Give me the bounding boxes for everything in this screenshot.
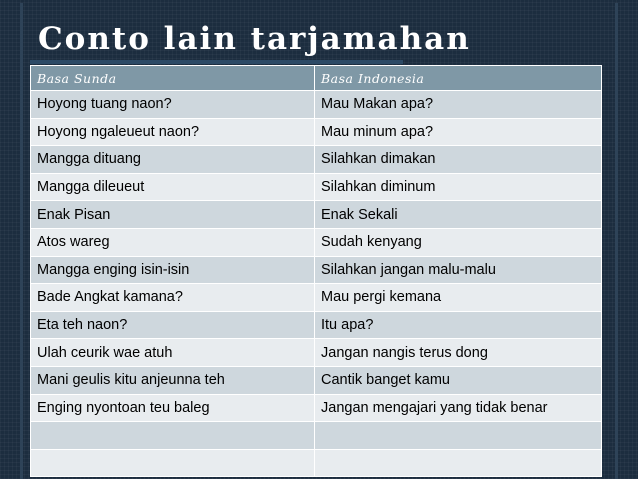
cell-basa-sunda: Hoyong ngaleueut naon? [31, 118, 315, 146]
cell-basa-sunda: Mangga enging isin-isin [31, 256, 315, 284]
table-row [31, 201, 602, 229]
table-row [31, 91, 602, 119]
table-row [31, 422, 602, 450]
table-row [31, 173, 602, 201]
cell-basa-indonesia: Cantik banget kamu [315, 366, 602, 394]
cell-basa-indonesia: Sudah kenyang [315, 228, 602, 256]
cell-basa-indonesia: Mau pergi kemana [315, 284, 602, 312]
cell-basa-indonesia [315, 449, 602, 477]
cell-basa-sunda: Mangga dituang [31, 146, 315, 174]
table-row [31, 311, 602, 339]
table-row [31, 339, 602, 367]
table-row [31, 366, 602, 394]
table-row [31, 449, 602, 477]
table-row [31, 284, 602, 312]
cell-basa-sunda: Enak Pisan [31, 201, 315, 229]
table-row [31, 394, 602, 422]
table-row [31, 228, 602, 256]
table-row [31, 118, 602, 146]
cell-basa-indonesia: Enak Sekali [315, 201, 602, 229]
slide-title: Conto lain tarjamahan [38, 21, 471, 57]
cell-basa-indonesia: Jangan nangis terus dong [315, 339, 602, 367]
cell-basa-sunda: Enging nyontoan teu baleg [31, 394, 315, 422]
cell-basa-indonesia: Jangan mengajari yang tidak benar [315, 394, 602, 422]
cell-basa-indonesia: Mau Makan apa? [315, 91, 602, 119]
header-basa-sunda: Basa Sunda [31, 66, 315, 91]
table-header-row [31, 66, 602, 91]
cell-basa-sunda: Mani geulis kitu anjeunna teh [31, 366, 315, 394]
cell-basa-sunda: Atos wareg [31, 228, 315, 256]
title-underline [30, 60, 403, 64]
cell-basa-sunda: Eta teh naon? [31, 311, 315, 339]
cell-basa-indonesia: Silahkan diminum [315, 173, 602, 201]
cell-basa-sunda [31, 449, 315, 477]
cell-basa-indonesia: Silahkan jangan malu-malu [315, 256, 602, 284]
translation-table [30, 65, 602, 477]
cell-basa-indonesia: Mau minum apa? [315, 118, 602, 146]
table-row [31, 256, 602, 284]
cell-basa-sunda: Mangga dileueut [31, 173, 315, 201]
cell-basa-sunda [31, 422, 315, 450]
table-body [31, 91, 602, 477]
table-row [31, 146, 602, 174]
cell-basa-sunda: Hoyong tuang naon? [31, 91, 315, 119]
header-basa-indonesia: Basa Indonesia [315, 66, 602, 91]
cell-basa-indonesia: Itu apa? [315, 311, 602, 339]
cell-basa-sunda: Ulah ceurik wae atuh [31, 339, 315, 367]
cell-basa-indonesia: Silahkan dimakan [315, 146, 602, 174]
cell-basa-sunda: Bade Angkat kamana? [31, 284, 315, 312]
cell-basa-indonesia [315, 422, 602, 450]
